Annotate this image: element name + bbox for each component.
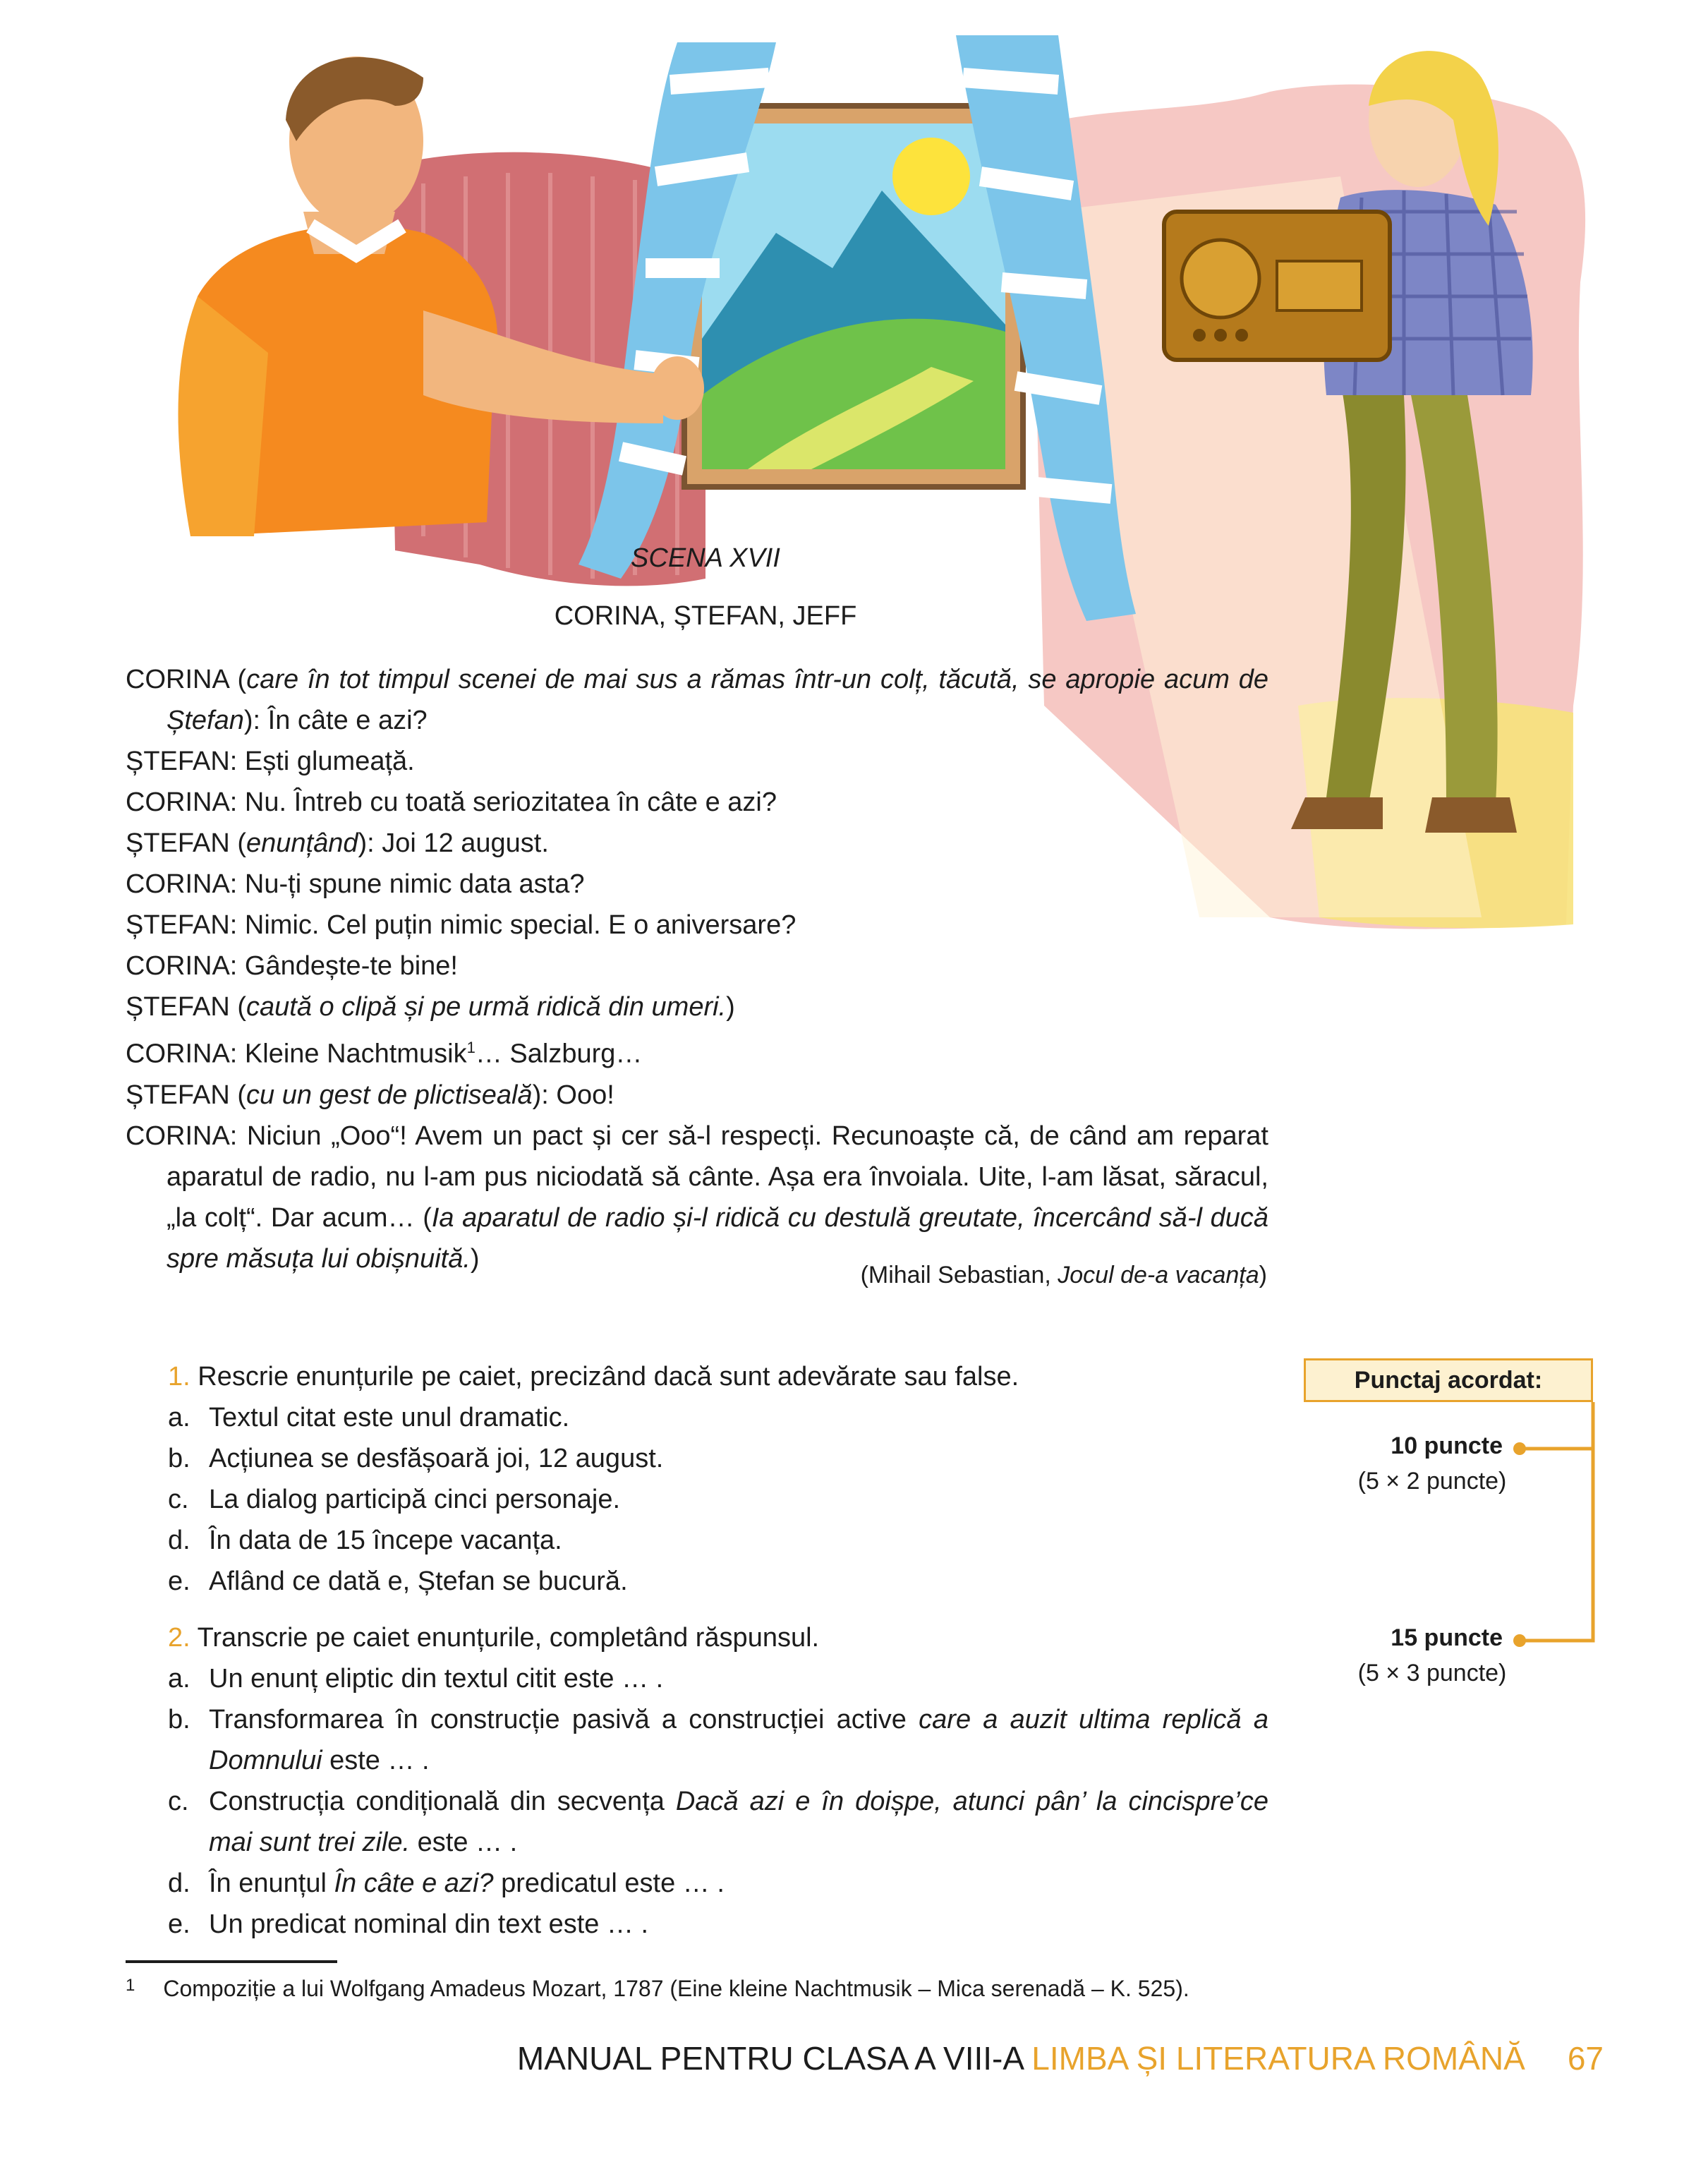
score-q2-detail: (5 × 3 puncte) — [1357, 1660, 1507, 1686]
question-2: 2. Transcrie pe caiet enunțurile, completând răspunsul. — [168, 1623, 820, 1653]
radio-icon — [1164, 212, 1390, 360]
page-footer — [517, 2039, 1604, 2077]
score-header: Punctaj acordat: — [1304, 1358, 1593, 1402]
list-item: e. Aflând ce dată e, Ștefan se bucură. — [168, 1567, 628, 1596]
footnote-divider — [126, 1960, 337, 1963]
dialog-line: ȘTEFAN: Nimic. Cel puțin nimic special. E o aniversare? — [126, 910, 797, 940]
scene-title: SCENA XVII — [631, 543, 780, 573]
dialog-line: CORINA: Gândește-te bine! — [126, 951, 458, 981]
score-q1-detail: (5 × 2 puncte) — [1357, 1468, 1507, 1495]
scene-characters: CORINA, ȘTEFAN, JEFF — [554, 601, 857, 631]
dialog-line: ȘTEFAN: Ești glumeață. — [126, 747, 415, 776]
list-item: a. Textul citat este unul dramatic. — [168, 1403, 570, 1432]
dialog-line: CORINA: Nu-ți spune nimic data asta? — [126, 869, 585, 899]
dialog-line: CORINA: Kleine Nachtmusik$^1$… Salzburg… — [126, 1039, 643, 1069]
dialog-line: CORINA: Nu. Întreb cu toată seriozitatea în câte e azi? — [126, 787, 777, 817]
list-item: b. Acțiunea se desfășoară joi, 12 august. — [168, 1444, 664, 1473]
list-item: c. Construcția condițională din secvența Dacă azi e în doișpe, atunci pân’ la cincispre’ce mai sunt trei zile. este … . — [168, 1787, 1268, 1857]
dialog-line: ȘTEFAN (enunțând): Joi 12 august. — [126, 828, 549, 858]
manual-label: MANUAL PENTRU CLASA A VIII-A — [516, 2040, 1023, 2077]
list-item: d. În enunțul În câte e azi? predicatul este … . — [168, 1869, 725, 1898]
exercises — [168, 1356, 1268, 1945]
footnote-ref[interactable]: 1 — [466, 1039, 476, 1056]
score-q1-points: 10 puncte — [1391, 1432, 1503, 1459]
dialog-text — [126, 659, 1268, 1279]
list-item: a. Un enunț eliptic din textul citit este … . — [168, 1664, 664, 1694]
score-connector — [1510, 1402, 1601, 1656]
dialog-line: ȘTEFAN (cu un gest de plictiseală): Ooo! — [126, 1080, 614, 1110]
list-item: b. Transformarea în construcție pasivă a construcției active care a auzit ultima replică a Domnului este … . — [168, 1705, 1268, 1775]
list-item: e. Un predicat nominal din text este … . — [168, 1909, 649, 1939]
subject-label: LIMBA ȘI LITERATURA ROMÂNĂ — [1031, 2040, 1525, 2077]
dialog-line: CORINA (care în tot timpul scenei de mai sus a rămas într-un colț, tăcută, se apropie acum de Ștefan): În câte e azi? — [126, 665, 1268, 735]
list-item: d. În data de 15 începe vacanța. — [168, 1526, 562, 1555]
question-1: 1. Rescrie enunțurile pe caiet, precizând dacă sunt adevărate sau false. — [168, 1362, 1019, 1392]
list-item: c. La dialog participă cinci personaje. — [168, 1485, 621, 1514]
dialog-line: ȘTEFAN (caută o clipă și pe urmă ridică din umeri.) — [126, 992, 735, 1022]
source-citation: (Mihail Sebastian, Jocul de-a vacanța) — [860, 1262, 1267, 1288]
dialog-line: CORINA: Niciun „Ooo“! Avem un pact și cer să-l respecți. Recunoaște că, de când am reparat aparatul de radio, nu l-am pus niciodată să cânte. Așa era învoiala. Uite, l-am lăsat, săracul, „la colț“. Dar acum… (Ia aparatul de radio și-l ridică cu destulă greutate, încercând să-l ducă spre măsuța lui obișnuită.) — [126, 1121, 1268, 1274]
footnote: $^1$ Compoziție a lui Wolfgang Amadeus Mozart, 1787 (Eine kleine Nachtmusik – Mica serenadă – K. 525). — [126, 1976, 1189, 2001]
page-number: 67 — [1567, 2040, 1604, 2077]
score-q2-points: 15 puncte — [1391, 1624, 1503, 1651]
